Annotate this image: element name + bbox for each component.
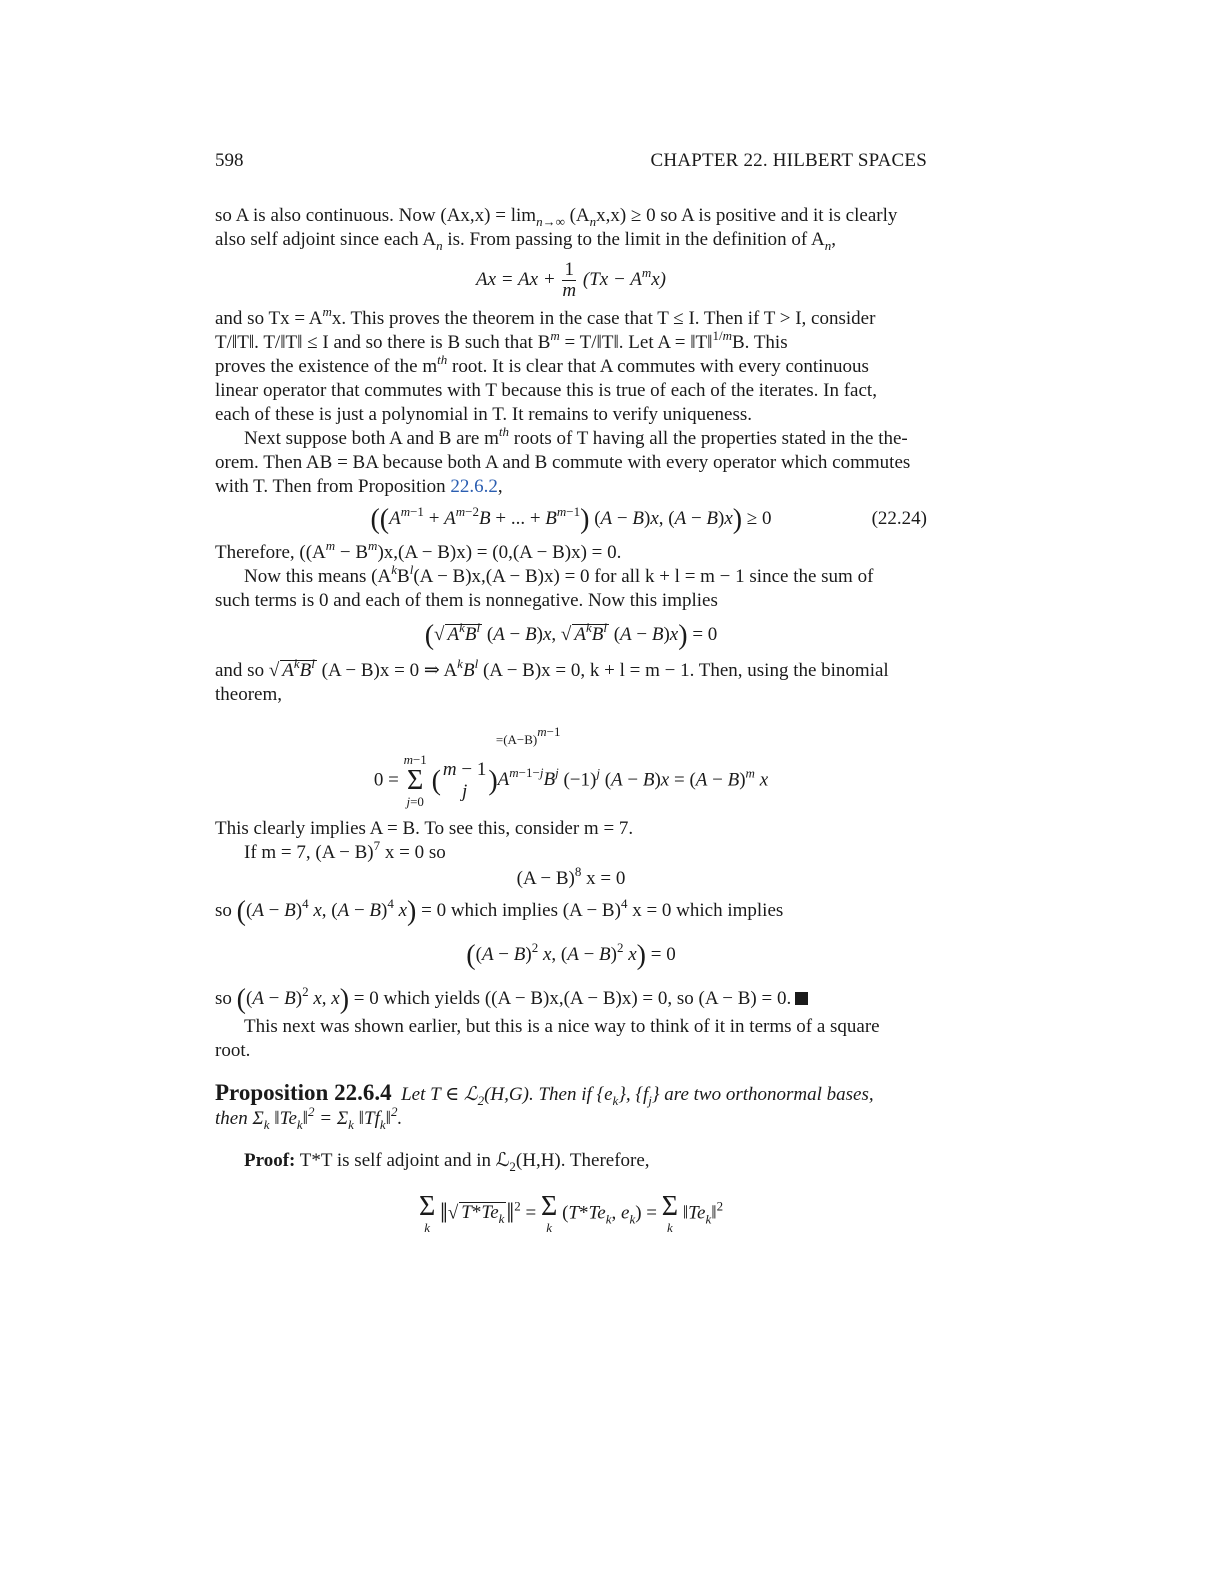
paragraph-11: This next was shown earlier, but this is a nice way to think of it in terms of a square root. (215, 1016, 880, 1061)
paragraph-2: and so $Tx = A^mx$. This proves the theorem in the case that T ≤ I. Then if T > I, consider T/‖T‖. T/‖T‖ ≤ I and so there is B such that $B^m$ = T/‖T‖. Let A = ‖T‖$^{1/m}$B. This proves the existence of the $m^{th}$ root. It is clear that A commutes with every continuous linear operator that commutes with T because this is true of each of the iterates. In fact, each of these is just a polynomial in T. It remains to verify uniqueness. (215, 304, 877, 425)
paragraph-4: Therefore, $((A^m - B^m)x,(A - B)x) = (0,(A - B)x) = 0$. (215, 538, 622, 563)
page-body (215, 204, 927, 1235)
proof-paragraph: Proof: T*T is self adjoint and in ℒ$_2$(H,H). Therefore, (244, 1150, 650, 1174)
qed-square (795, 992, 808, 1005)
page (215, 0, 927, 1584)
equation-power-8: $(A - B)^8$ x = 0 (516, 864, 626, 889)
paragraph-3: Next suppose both A and B are $m^{th}$ roots of T having all the properties stated in the the- orem. Then AB = BA because both A and B commute with every operator which commutes with T. Then from Proposition 22.6.2, (215, 424, 911, 497)
paragraph-10: so ($(A - B)^2$ x, x) = 0 which yields ((A − B)x,(A − B)x) = 0, so (A − B) = 0. (215, 987, 927, 1011)
equation-number: (22.24) (871, 508, 927, 529)
paragraph-8: If m = 7, $(A - B)^7$ x = 0 so (244, 838, 446, 863)
proposition-link[interactable]: 22.6.2 (450, 476, 498, 497)
paragraph-5: Now this means $(A^kB^l(A - B)x,(A - B)x) = 0$ for all k + l = m − 1 since the sum of such terms is 0 and each of them is nonnegative. Now this implies (215, 562, 874, 611)
paragraph-7: This clearly implies A = B. To see this, consider m = 7. (215, 818, 634, 839)
proof-label: Proof: (244, 1150, 296, 1171)
paragraph-1: so A is also continuous. Now $(Ax,x) = \lim_{n\to\infty} (A_nx,x) \ge 0$ so A is positive and it is clearly also self adjoint since each $A_n$ is. From passing to the limit in the definition of $A_n$, (215, 205, 898, 253)
equation-limit: Ax = Ax + $\frac{1}{m}$ $(Tx - A^mx)$ (476, 259, 666, 301)
paragraph-6: and so √ $A^kB^l$ (A − B)x = 0 ⇒ $A^kB^l$ (A − B)x = 0, k + l = m − 1. Then, using the binomial theorem, (215, 656, 889, 705)
paragraph-9: so ($(A - B)^4$ x, $(A - B)^4$ x) = 0 which implies $(A - B)^4$ x = 0 which implies (215, 896, 784, 927)
equation-sqrt: (√ $A^kB^l$ (A − B)x, √ $A^kB^l$ (A − B)x) = 0 (424, 620, 718, 651)
proposition-22-6-4: Proposition 22.6.4 Let T ∈ ℒ$_2$(H,G). Then if $\{e_k\}$, $\{f_j\}$ are two orthonormal bases, then $\Sigma_k$ $‖Te_k‖^2 = \Sigma_k$ $‖Tf_k‖^2$. (215, 1080, 874, 1132)
equation-22-24: (($A^{m-1} + A^{m-2}B$ + ... + $B^{m-1}$) (A − B)x, (A − B)x) ≥ 0 (22.24) (370, 504, 927, 535)
equation-sum-norms: Σ k ‖√ $T*Te_k‖^2$ = Σ k ($T*Te_k$, $e_k$) = Σ k $‖Te_k‖^2$ (418, 1191, 724, 1235)
equation-power-2: ($(A - B)^2$ x, $(A - B)^2$ x) = 0 (466, 940, 676, 971)
page-number: 598 (215, 150, 244, 171)
equation-binomial: 0 = m−1 Σ j=0 ( m − 1 j ) =(A−B)m−1 $A^{m-1-j}B^j$ $(-1)^j$ $(A - B)x = (A - B)^m$ x (373, 724, 769, 809)
chapter-title: CHAPTER 22. HILBERT SPACES (650, 150, 927, 171)
